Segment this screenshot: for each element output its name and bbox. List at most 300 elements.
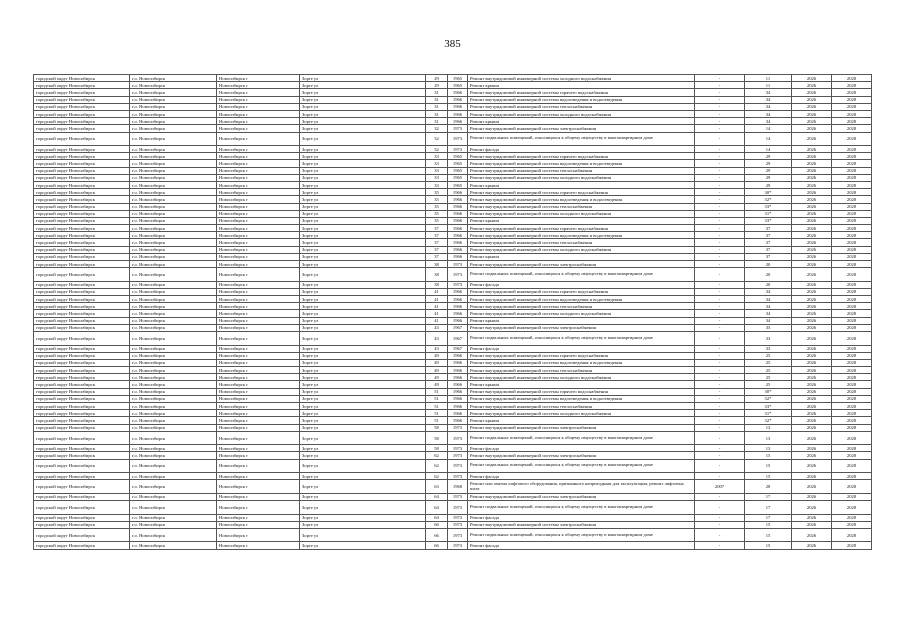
district-cell: г.о. Новосибирск <box>130 480 217 494</box>
wear-cell: 30* <box>745 189 792 196</box>
table-row <box>34 395 872 402</box>
municipality-cell: городской округ Новосибирск <box>34 514 130 521</box>
house-number-cell: 38 <box>426 261 448 268</box>
district-cell: г.о. Новосибирск <box>130 352 217 359</box>
municipality-cell: городской округ Новосибирск <box>34 367 130 374</box>
page-number: 385 <box>444 38 461 50</box>
last-repair-year-cell: - <box>695 388 745 395</box>
table-row <box>34 431 872 445</box>
house-number-cell: 35 <box>426 196 448 203</box>
district-cell: г.о. Новосибирск <box>130 324 217 331</box>
table-row <box>34 196 872 203</box>
last-repair-year-cell: - <box>695 528 745 542</box>
house-number-cell: 62 <box>426 459 448 473</box>
district-cell: г.о. Новосибирск <box>130 82 217 89</box>
street-cell: Зорге ул <box>300 89 426 96</box>
municipality-cell: городской округ Новосибирск <box>34 225 130 232</box>
district-cell: г.о. Новосибирск <box>130 359 217 366</box>
last-repair-year-cell: - <box>695 210 745 217</box>
table-row <box>34 542 872 549</box>
house-number-cell: 41 <box>426 296 448 303</box>
build-year-cell: 1965 <box>448 181 468 188</box>
last-repair-year-cell: - <box>695 181 745 188</box>
house-number-cell: 62 <box>426 452 448 459</box>
city-cell: Новосибирск г <box>217 296 300 303</box>
plan-start-cell: 2026 <box>792 196 832 203</box>
plan-start-cell: 2026 <box>792 445 832 452</box>
district-cell: г.о. Новосибирск <box>130 118 217 125</box>
street-cell: Зорге ул <box>300 268 426 282</box>
work-type-cell: Ремонт подвальных помещений, относящихся к общему имуществу в многоквартирном доме <box>468 332 695 346</box>
municipality-cell: городской округ Новосибирск <box>34 181 130 188</box>
build-year-cell: 1965 <box>448 174 468 181</box>
plan-start-cell: 2026 <box>792 345 832 352</box>
build-year-cell: 1966 <box>448 246 468 253</box>
street-cell: Зорге ул <box>300 203 426 210</box>
build-year-cell: 1966 <box>448 118 468 125</box>
table-row <box>34 167 872 174</box>
last-repair-year-cell: - <box>695 359 745 366</box>
street-cell: Зорге ул <box>300 367 426 374</box>
last-repair-year-cell: - <box>695 125 745 132</box>
plan-start-cell: 2026 <box>792 359 832 366</box>
district-cell: г.о. Новосибирск <box>130 395 217 402</box>
district-cell: г.о. Новосибирск <box>130 424 217 431</box>
wear-cell: 25 <box>745 352 792 359</box>
city-cell: Новосибирск г <box>217 288 300 295</box>
house-number-cell: 33 <box>426 153 448 160</box>
last-repair-year-cell: - <box>695 103 745 110</box>
build-year-cell: 1973 <box>448 125 468 132</box>
last-repair-year-cell: - <box>695 118 745 125</box>
plan-start-cell: 2026 <box>792 514 832 521</box>
table-row <box>34 246 872 253</box>
city-cell: Новосибирск г <box>217 324 300 331</box>
plan-start-cell: 2026 <box>792 317 832 324</box>
work-type-cell: Ремонт фасада <box>468 146 695 153</box>
wear-cell: 37 <box>745 239 792 246</box>
city-cell: Новосибирск г <box>217 374 300 381</box>
plan-start-cell: 2026 <box>792 246 832 253</box>
work-type-cell: Ремонт фасада <box>468 473 695 480</box>
plan-start-cell: 2026 <box>792 146 832 153</box>
plan-start-cell: 2026 <box>792 403 832 410</box>
plan-end-cell: 2028 <box>832 514 872 521</box>
wear-cell: 34 <box>745 288 792 295</box>
city-cell: Новосибирск г <box>217 303 300 310</box>
last-repair-year-cell: - <box>695 288 745 295</box>
wear-cell: 31* <box>745 410 792 417</box>
build-year-cell: 1966 <box>448 374 468 381</box>
build-year-cell: 1973 <box>448 528 468 542</box>
house-number-cell: 29 <box>426 75 448 82</box>
municipality-cell: городской округ Новосибирск <box>34 253 130 260</box>
build-year-cell: 1966 <box>448 381 468 388</box>
street-cell: Зорге ул <box>300 410 426 417</box>
work-type-cell: Ремонт крыши <box>468 118 695 125</box>
work-type-cell: Ремонт внутридомовой инженерной системы горячего водоснабжения <box>468 225 695 232</box>
wear-cell: 15 <box>745 521 792 528</box>
wear-cell: 33* <box>745 203 792 210</box>
plan-start-cell: 2026 <box>792 96 832 103</box>
municipality-cell: городской округ Новосибирск <box>34 521 130 528</box>
plan-start-cell: 2026 <box>792 288 832 295</box>
wear-cell: 11 <box>745 82 792 89</box>
house-number-cell: 37 <box>426 253 448 260</box>
plan-start-cell: 2026 <box>792 493 832 500</box>
build-year-cell: 1965 <box>448 153 468 160</box>
build-year-cell: 1966 <box>448 310 468 317</box>
street-cell: Зорге ул <box>300 317 426 324</box>
build-year-cell: 1965 <box>448 82 468 89</box>
wear-cell: 28 <box>745 480 792 494</box>
plan-end-cell: 2028 <box>832 352 872 359</box>
city-cell: Новосибирск г <box>217 225 300 232</box>
table-row <box>34 480 872 494</box>
plan-start-cell: 2026 <box>792 153 832 160</box>
plan-start-cell: 2026 <box>792 542 832 549</box>
build-year-cell: 1973 <box>448 501 468 515</box>
street-cell: Зорге ул <box>300 395 426 402</box>
wear-cell: 29 <box>745 181 792 188</box>
table-row <box>34 103 872 110</box>
municipality-cell: городской округ Новосибирск <box>34 480 130 494</box>
municipality-cell: городской округ Новосибирск <box>34 359 130 366</box>
city-cell: Новосибирск г <box>217 253 300 260</box>
plan-end-cell: 2028 <box>832 431 872 445</box>
last-repair-year-cell: - <box>695 303 745 310</box>
house-number-cell: 37 <box>426 225 448 232</box>
wear-cell: 33 <box>745 332 792 346</box>
table-row <box>34 89 872 96</box>
city-cell: Новосибирск г <box>217 146 300 153</box>
street-cell: Зорге ул <box>300 359 426 366</box>
work-type-cell: Ремонт подвальных помещений, относящихся к общему имуществу в многоквартирном доме <box>468 268 695 282</box>
house-number-cell: 58 <box>426 424 448 431</box>
city-cell: Новосибирск г <box>217 317 300 324</box>
build-year-cell: 1973 <box>448 459 468 473</box>
city-cell: Новосибирск г <box>217 424 300 431</box>
city-cell: Новосибирск г <box>217 96 300 103</box>
city-cell: Новосибирск г <box>217 332 300 346</box>
house-number-cell: 31 <box>426 96 448 103</box>
plan-end-cell: 2028 <box>832 232 872 239</box>
district-cell: г.о. Новосибирск <box>130 501 217 515</box>
work-type-cell: Ремонт внутридомовой инженерной системы горячего водоснабжения <box>468 89 695 96</box>
plan-end-cell: 2028 <box>832 345 872 352</box>
city-cell: Новосибирск г <box>217 431 300 445</box>
wear-cell: 32* <box>745 417 792 424</box>
plan-end-cell: 2028 <box>832 332 872 346</box>
work-type-cell: Ремонт внутридомовой инженерной системы холодного водоснабжения <box>468 210 695 217</box>
city-cell: Новосибирск г <box>217 210 300 217</box>
city-cell: Новосибирск г <box>217 395 300 402</box>
city-cell: Новосибирск г <box>217 196 300 203</box>
street-cell: Зорге ул <box>300 473 426 480</box>
last-repair-year-cell: - <box>695 332 745 346</box>
last-repair-year-cell: - <box>695 296 745 303</box>
plan-end-cell: 2028 <box>832 146 872 153</box>
wear-cell: 33 <box>745 345 792 352</box>
house-number-cell: 51 <box>426 388 448 395</box>
city-cell: Новосибирск г <box>217 388 300 395</box>
street-cell: Зорге ул <box>300 103 426 110</box>
wear-cell: 34 <box>745 317 792 324</box>
wear-cell: 33 <box>745 324 792 331</box>
work-type-cell: Ремонт внутридомовой инженерной системы холодного водоснабжения <box>468 374 695 381</box>
last-repair-year-cell: - <box>695 374 745 381</box>
work-type-cell: Ремонт крыши <box>468 253 695 260</box>
house-number-cell: 49 <box>426 374 448 381</box>
street-cell: Зорге ул <box>300 261 426 268</box>
last-repair-year-cell: - <box>695 239 745 246</box>
work-type-cell: Ремонт подвальных помещений, относящихся к общему имуществу в многоквартирном доме <box>468 459 695 473</box>
wear-cell: 34 <box>745 96 792 103</box>
wear-cell: 17 <box>745 493 792 500</box>
plan-end-cell: 2028 <box>832 268 872 282</box>
wear-cell: 33* <box>745 403 792 410</box>
plan-end-cell: 2028 <box>832 75 872 82</box>
last-repair-year-cell: - <box>695 281 745 288</box>
plan-end-cell: 2028 <box>832 174 872 181</box>
plan-start-cell: 2026 <box>792 473 832 480</box>
street-cell: Зорге ул <box>300 239 426 246</box>
street-cell: Зорге ул <box>300 345 426 352</box>
plan-end-cell: 2028 <box>832 424 872 431</box>
build-year-cell: 1973 <box>448 268 468 282</box>
table-row <box>34 281 872 288</box>
build-year-cell: 1973 <box>448 431 468 445</box>
last-repair-year-cell: - <box>695 431 745 445</box>
plan-end-cell: 2028 <box>832 367 872 374</box>
build-year-cell: 1973 <box>448 521 468 528</box>
table-row <box>34 217 872 224</box>
street-cell: Зорге ул <box>300 181 426 188</box>
house-number-cell: 51 <box>426 395 448 402</box>
plan-end-cell: 2028 <box>832 239 872 246</box>
district-cell: г.о. Новосибирск <box>130 542 217 549</box>
street-cell: Зорге ул <box>300 281 426 288</box>
municipality-cell: городской округ Новосибирск <box>34 174 130 181</box>
last-repair-year-cell: - <box>695 473 745 480</box>
wear-cell: 17 <box>745 501 792 515</box>
plan-start-cell: 2026 <box>792 89 832 96</box>
wear-cell: 17 <box>745 514 792 521</box>
plan-end-cell: 2028 <box>832 103 872 110</box>
plan-start-cell: 2026 <box>792 118 832 125</box>
plan-start-cell: 2026 <box>792 203 832 210</box>
build-year-cell: 1973 <box>448 493 468 500</box>
table-row <box>34 403 872 410</box>
street-cell: Зорге ул <box>300 445 426 452</box>
plan-end-cell: 2028 <box>832 210 872 217</box>
last-repair-year-cell: - <box>695 410 745 417</box>
house-number-cell: 33 <box>426 181 448 188</box>
last-repair-year-cell: - <box>695 542 745 549</box>
plan-end-cell: 2028 <box>832 445 872 452</box>
district-cell: г.о. Новосибирск <box>130 410 217 417</box>
table-row <box>34 473 872 480</box>
district-cell: г.о. Новосибирск <box>130 452 217 459</box>
house-number-cell: 66 <box>426 528 448 542</box>
last-repair-year-cell: - <box>695 445 745 452</box>
work-type-cell: Ремонт фасада <box>468 514 695 521</box>
district-cell: г.о. Новосибирск <box>130 528 217 542</box>
city-cell: Новосибирск г <box>217 261 300 268</box>
district-cell: г.о. Новосибирск <box>130 160 217 167</box>
house-number-cell: 37 <box>426 239 448 246</box>
district-cell: г.о. Новосибирск <box>130 381 217 388</box>
table-row <box>34 160 872 167</box>
district-cell: г.о. Новосибирск <box>130 345 217 352</box>
municipality-cell: городской округ Новосибирск <box>34 352 130 359</box>
city-cell: Новосибирск г <box>217 403 300 410</box>
street-cell: Зорге ул <box>300 288 426 295</box>
work-type-cell: Ремонт фасада <box>468 445 695 452</box>
table-row <box>34 417 872 424</box>
house-number-cell: 41 <box>426 303 448 310</box>
street-cell: Зорге ул <box>300 225 426 232</box>
table-row <box>34 82 872 89</box>
last-repair-year-cell: - <box>695 352 745 359</box>
last-repair-year-cell: - <box>695 261 745 268</box>
house-number-cell: 32 <box>426 132 448 146</box>
wear-cell: 31* <box>745 210 792 217</box>
plan-start-cell: 2026 <box>792 324 832 331</box>
municipality-cell: городской округ Новосибирск <box>34 410 130 417</box>
district-cell: г.о. Новосибирск <box>130 431 217 445</box>
street-cell: Зорге ул <box>300 296 426 303</box>
last-repair-year-cell: - <box>695 324 745 331</box>
work-type-cell: Ремонт или замена лифтового оборудования, признанного непригодным для эксплуатации, ремонт лифтовых шахт <box>468 480 695 494</box>
city-cell: Новосибирск г <box>217 381 300 388</box>
municipality-cell: городской округ Новосибирск <box>34 103 130 110</box>
work-type-cell: Ремонт внутридомовой инженерной системы водоотведения и водоотведения <box>468 296 695 303</box>
plan-end-cell: 2028 <box>832 417 872 424</box>
wear-cell: 33* <box>745 217 792 224</box>
plan-start-cell: 2026 <box>792 217 832 224</box>
plan-start-cell: 2026 <box>792 374 832 381</box>
work-type-cell: Ремонт внутридомовой инженерной системы горячего водоснабжения <box>468 388 695 395</box>
district-cell: г.о. Новосибирск <box>130 253 217 260</box>
plan-end-cell: 2028 <box>832 281 872 288</box>
district-cell: г.о. Новосибирск <box>130 281 217 288</box>
build-year-cell: 1967 <box>448 324 468 331</box>
table-row <box>34 132 872 146</box>
table-row <box>34 410 872 417</box>
city-cell: Новосибирск г <box>217 125 300 132</box>
district-cell: г.о. Новосибирск <box>130 239 217 246</box>
work-type-cell: Ремонт внутридомовой инженерной системы водоотведения и водоотведения <box>468 359 695 366</box>
plan-start-cell: 2026 <box>792 480 832 494</box>
plan-end-cell: 2028 <box>832 359 872 366</box>
last-repair-year-cell: - <box>695 217 745 224</box>
build-year-cell: 1966 <box>448 395 468 402</box>
house-number-cell: 62 <box>426 473 448 480</box>
house-number-cell: 64 <box>426 514 448 521</box>
city-cell: Новосибирск г <box>217 345 300 352</box>
build-year-cell: 1966 <box>448 110 468 117</box>
plan-start-cell: 2026 <box>792 424 832 431</box>
district-cell: г.о. Новосибирск <box>130 332 217 346</box>
house-number-cell: 43 <box>426 345 448 352</box>
last-repair-year-cell: - <box>695 395 745 402</box>
wear-cell: 15 <box>745 473 792 480</box>
street-cell: Зорге ул <box>300 310 426 317</box>
work-type-cell: Ремонт внутридомовой инженерной системы водоотведения и водоотведения <box>468 196 695 203</box>
plan-end-cell: 2028 <box>832 303 872 310</box>
build-year-cell: 1973 <box>448 445 468 452</box>
plan-end-cell: 2028 <box>832 452 872 459</box>
last-repair-year-cell: - <box>695 153 745 160</box>
last-repair-year-cell: - <box>695 167 745 174</box>
plan-start-cell: 2026 <box>792 232 832 239</box>
street-cell: Зорге ул <box>300 132 426 146</box>
work-type-cell: Ремонт крыши <box>468 381 695 388</box>
city-cell: Новосибирск г <box>217 410 300 417</box>
table-row <box>34 459 872 473</box>
table-row <box>34 268 872 282</box>
house-number-cell: 66 <box>426 542 448 549</box>
plan-end-cell: 2028 <box>832 153 872 160</box>
wear-cell: 29 <box>745 160 792 167</box>
last-repair-year-cell: - <box>695 367 745 374</box>
build-year-cell: 1966 <box>448 417 468 424</box>
wear-cell: 14 <box>745 125 792 132</box>
build-year-cell: 1973 <box>448 514 468 521</box>
build-year-cell: 1973 <box>448 542 468 549</box>
last-repair-year-cell: - <box>695 189 745 196</box>
street-cell: Зорге ул <box>300 118 426 125</box>
city-cell: Новосибирск г <box>217 480 300 494</box>
last-repair-year-cell: - <box>695 225 745 232</box>
plan-end-cell: 2028 <box>832 493 872 500</box>
last-repair-year-cell: - <box>695 493 745 500</box>
house-number-cell: 51 <box>426 417 448 424</box>
plan-start-cell: 2026 <box>792 459 832 473</box>
municipality-cell: городской округ Новосибирск <box>34 452 130 459</box>
street-cell: Зорге ул <box>300 75 426 82</box>
build-year-cell: 1966 <box>448 403 468 410</box>
table-row <box>34 317 872 324</box>
city-cell: Новосибирск г <box>217 268 300 282</box>
district-cell: г.о. Новосибирск <box>130 261 217 268</box>
wear-cell: 37 <box>745 246 792 253</box>
street-cell: Зорге ул <box>300 493 426 500</box>
wear-cell: 34 <box>745 310 792 317</box>
plan-end-cell: 2028 <box>832 542 872 549</box>
street-cell: Зорге ул <box>300 217 426 224</box>
wear-cell: 15 <box>745 528 792 542</box>
wear-cell: 34 <box>745 89 792 96</box>
build-year-cell: 1966 <box>448 196 468 203</box>
street-cell: Зорге ул <box>300 160 426 167</box>
plan-start-cell: 2026 <box>792 160 832 167</box>
plan-start-cell: 2026 <box>792 253 832 260</box>
plan-start-cell: 2026 <box>792 103 832 110</box>
plan-start-cell: 2026 <box>792 174 832 181</box>
district-cell: г.о. Новосибирск <box>130 310 217 317</box>
street-cell: Зорге ул <box>300 459 426 473</box>
work-type-cell: Ремонт внутридомовой инженерной системы электроснабжения <box>468 521 695 528</box>
table-row <box>34 332 872 346</box>
plan-end-cell: 2028 <box>832 374 872 381</box>
plan-end-cell: 2028 <box>832 125 872 132</box>
build-year-cell: 1966 <box>448 352 468 359</box>
work-type-cell: Ремонт внутридомовой инженерной системы теплоснабжения <box>468 403 695 410</box>
wear-cell: 37 <box>745 232 792 239</box>
work-type-cell: Ремонт внутридомовой инженерной системы электроснабжения <box>468 493 695 500</box>
